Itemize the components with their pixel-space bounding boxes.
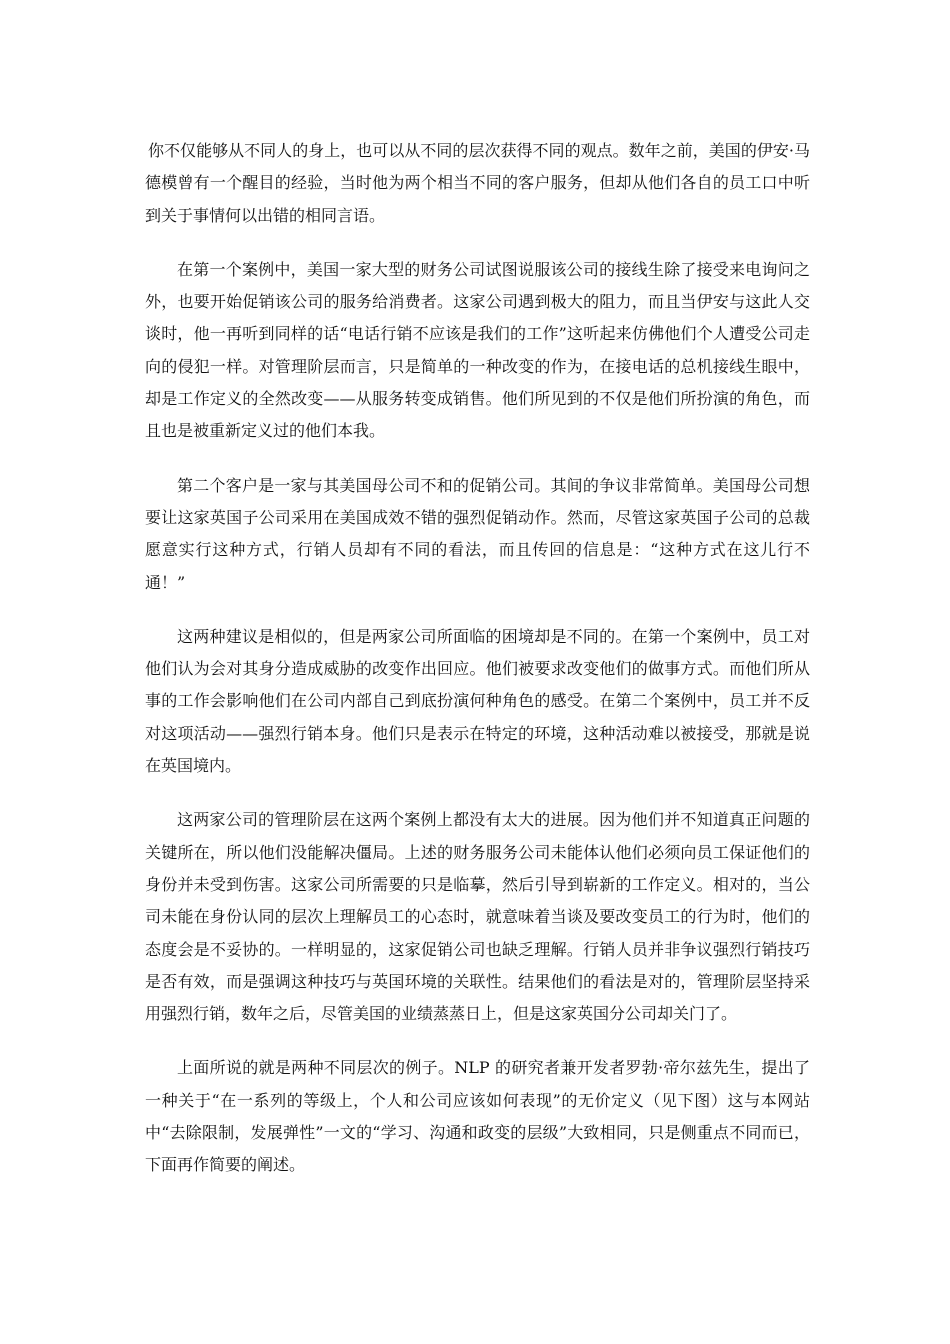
paragraph-1: 你不仅能够从不同人的身上，也可以从不同的层次获得不同的观点。数年之前，美国的伊安·马德模曾有一个醒目的经验，当时他为两个相当不同的客户服务，但却从他们各自的员工口中听到关于事情何以出错的相同言语。 bbox=[145, 141, 810, 225]
paragraph-5: 这两家公司的管理阶层在这两个案例上都没有太大的进展。因为他们并不知道真正问题的关键所在，所以他们没能解决僵局。上述的财务服务公司未能体认他们必须向员工保证他们的身份并未受到伤害。这家公司所需要的只是临摹，然后引导到崭新的工作定义。相对的，当公司未能在身份认同的层次上理解员工的心态时，就意味着当谈及要改变员工的行为时，他们的态度会是不妥协的。一样明显的，这家促销公司也缺乏理解。行销人员并非争议强烈行销技巧是否有效，而是强调这种技巧与英国环境的关联性。结果他们的看法是对的，管理阶层坚持采用强烈行销，数年之后，尽管美国的业绩蒸蒸日上，但是这家英国分公司却关门了。 bbox=[145, 810, 810, 1024]
document-body bbox=[145, 135, 810, 1204]
paragraph-6: 上面所说的就是两种不同层次的例子。NLP 的研究者兼开发者罗勃·帝尔兹先生，提出了一种关于“在一系列的等级上，个人和公司应该如何表现”的无价定义（见下图）这与本网站中“去除限制，发展弹性”一文的“学习、沟通和政变的层级”大致相同，只是侧重点不同而已，下面再作简要的阐述。 bbox=[145, 1058, 810, 1175]
paragraph-2: 在第一个案例中，美国一家大型的财务公司试图说服该公司的接线生除了接受来电询问之外，也要开始促销该公司的服务给消费者。这家公司遇到极大的阻力，而且当伊安与这此人交谈时，他一再听到同样的话“电话行销不应该是我们的工作”这听起来仿佛他们个人遭受公司走向的侵犯一样。对管理阶层而言，只是简单的一种改变的作为，在接电话的总机接线生眼中，却是工作定义的全然改变——从服务转变成销售。他们所见到的不仅是他们所扮演的角色，而且也是被重新定义过的他们本我。 bbox=[145, 259, 810, 441]
paragraph-3: 第二个客户是一家与其美国母公司不和的促销公司。其间的争议非常简单。美国母公司想要让这家英国子公司采用在美国成效不错的强烈促销动作。然而，尽管这家英国子公司的总裁愿意实行这种方式，行销人员却有不同的看法，而且传回的信息是：“这种方式在这儿行不通！” bbox=[145, 475, 810, 592]
paragraph-4: 这两种建议是相似的，但是两家公司所面临的困境却是不同的。在第一个案例中，员工对他们认为会对其身分造成威胁的改变作出回应。他们被要求改变他们的做事方式。而他们所从事的工作会影响他们在公司内部自己到底扮演何种角色的感受。在第二个案例中，员工并不反对这项活动——强烈行销本身。他们只是表示在特定的环境，这种活动难以被接受，那就是说在英国境内。 bbox=[145, 626, 810, 776]
